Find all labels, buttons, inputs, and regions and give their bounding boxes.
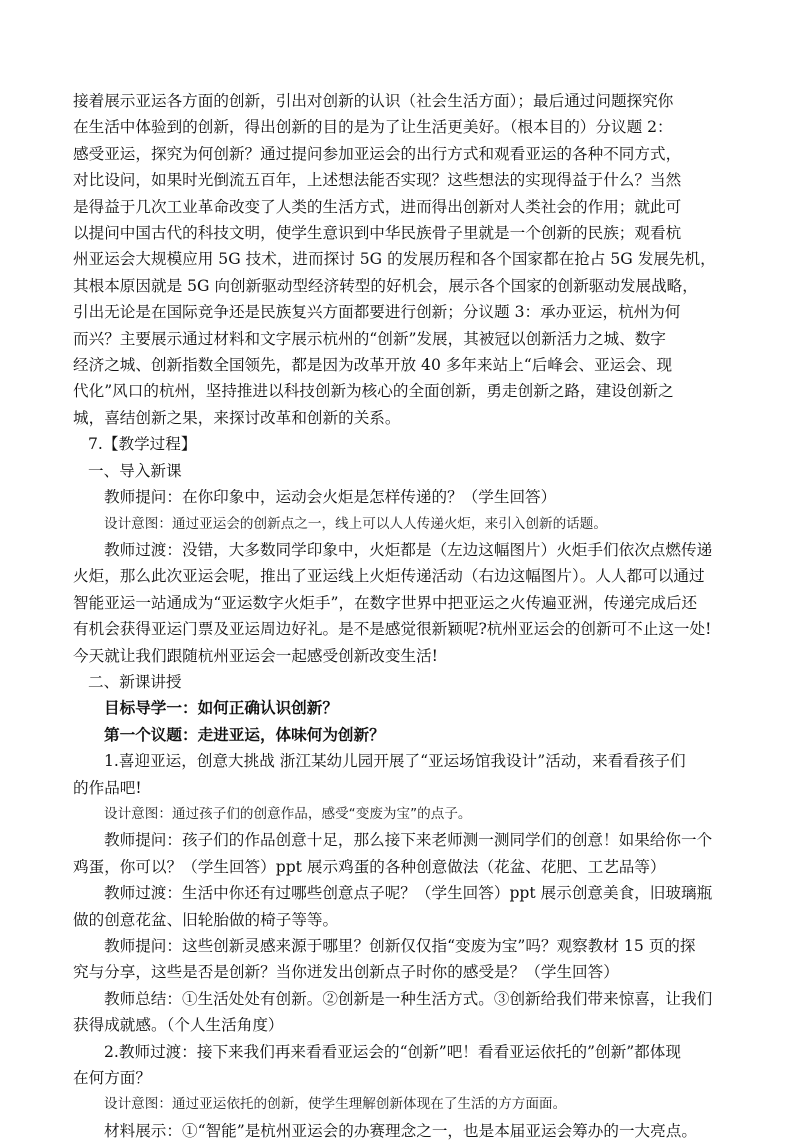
text-line: 做的创意花盆、旧轮胎做的椅子等等。 bbox=[73, 910, 339, 929]
text-line: 对比设问，如果时光倒流五百年，上述想法能否实现？这些想法的实现得益于什么？当然 bbox=[73, 171, 682, 190]
design-intent: 设计意图：通过亚运会的创新点之一，线上可以人人传递火炬，来引入创新的话题。 bbox=[104, 515, 607, 532]
text-line: 究与分享，这些是否是创新？当你迸发出创新点子时你的感受是？（学生回答） bbox=[73, 963, 619, 982]
activity-item-2 bbox=[73, 1039, 723, 1092]
text-line: 鸡蛋，你可以？（学生回答）ppt 展示鸡蛋的各种创意做法（花盆、花肥、工艺品等） bbox=[73, 857, 666, 876]
text-line: 1.喜迎亚运，创意大挑战 浙江某幼儿园开展了“亚运场馆我设计”活动，来看看孩子们 bbox=[104, 752, 686, 771]
text-line: 教师过渡：生活中你还有过哪些创意点子呢？（学生回答）ppt 展示创意美食，旧玻璃瓶 bbox=[104, 884, 713, 903]
teacher-summary bbox=[73, 986, 723, 1039]
text-line: 教师总结：①生活处处有创新。②创新是一种生活方式。③创新给我们带来惊喜，让我们 bbox=[104, 989, 713, 1008]
teacher-question: 教师提问：在你印象中，运动会火炬是怎样传递的？（学生回答） bbox=[104, 488, 557, 507]
text-line: 是得益于几次工业革命改变了人类的生活方式，进而得出创新对人类社会的作用；就此可 bbox=[73, 197, 682, 216]
text-line: 今天就让我们跟随杭州亚运会一起感受创新改变生活! bbox=[73, 646, 438, 665]
text-line: 在何方面？ bbox=[73, 1069, 151, 1088]
learning-goal-heading: 目标导学一：如何正确认识创新？ bbox=[104, 698, 338, 718]
text-line: 州亚运会大规模应用 5G 技术，进而探讨 5G 的发展历程和各个国家都在抢占 5G 发展先机， bbox=[73, 250, 716, 269]
text-line: 感受亚运，探究为何创新？通过提问参加亚运会的出行方式和观看亚运的各种不同方式， bbox=[73, 144, 682, 163]
text-line: 经济之城、创新指数全国领先，都是因为改革开放 40 多年来站上“后峰会、亚运会、现 bbox=[73, 356, 673, 375]
text-line: 有机会获得亚运门票及亚运周边好礼。是不是感觉很新颖呢?杭州亚运会的创新可不止这一处! bbox=[73, 620, 712, 639]
teacher-transition bbox=[73, 537, 723, 669]
teacher-transition bbox=[73, 880, 723, 933]
text-line: 在生活中体验到的创新，得出创新的目的是为了让生活更美好。（根本目的）分议题 2： bbox=[73, 118, 673, 137]
text-line: 教师过渡：没错，大多数同学印象中，火炬都是（左边这幅图片）火炬手们依次点燃传递 bbox=[104, 540, 713, 559]
section-heading-teaching-process: 7.【教学过程】 bbox=[88, 435, 197, 454]
teacher-question bbox=[73, 933, 723, 986]
text-line: 教师提问：孩子们的作品创意十足，那么接下来老师测一测同学们的创意！如果给你一个 bbox=[104, 831, 713, 850]
text-line: 以提问中国古代的科技文明，使学生意识到中华民族骨子里就是一个创新的民族；观看杭 bbox=[73, 224, 682, 243]
text-line: 而兴？主要展示通过材料和文字展示杭州的“创新”发展，其被冠以创新活力之城、数字 bbox=[73, 329, 666, 348]
text-line: 代化”风口的杭州，坚持推进以科技创新为核心的全面创新，勇走创新之路，建设创新之 bbox=[73, 382, 674, 401]
material-display: 材料展示：①“智能”是杭州亚运会的办赛理念之一，也是本届亚运会筹办的一大亮点。 bbox=[104, 1121, 697, 1140]
intro-paragraph bbox=[73, 88, 723, 431]
text-line: 引出无论是在国际竞争还是民族复兴方面都要进行创新；分议题 3：承办亚运，杭州为何 bbox=[73, 303, 681, 322]
teacher-question bbox=[73, 827, 723, 880]
text-line: 其根本原因就是 5G 向创新驱动型经济转型的好机会，展示各个国家的创新驱动发展战略， bbox=[73, 276, 698, 295]
text-line: 的作品吧! bbox=[73, 778, 142, 797]
text-line: 火炬，那么此次亚运会呢，推出了亚运线上火炬传递活动（右边这幅图片）。人人都可以通过 bbox=[73, 567, 705, 586]
text-line: 2.教师过渡：接下来我们再来看看亚运会的“创新”吧！看看亚运依托的”创新”都体现 bbox=[104, 1042, 681, 1061]
text-line: 智能亚运一站通成为“亚运数字火炬手”，在数字世界中把亚运之火传遍亚洲，传递完成后还 bbox=[73, 593, 698, 612]
text-line: 城，喜结创新之果，来探讨改革和创新的关系。 bbox=[73, 408, 401, 427]
text-line: 接着展示亚运各方面的创新，引出对创新的认识（社会生活方面）；最后通过问题探究你 bbox=[73, 92, 674, 110]
design-intent: 设计意图：通过孩子们的创意作品，感受“变废为宝”的点子。 bbox=[104, 805, 472, 822]
text-line: 获得成就感。（个人生活角度） bbox=[73, 1016, 284, 1035]
topic-heading: 第一个议题：走进亚运，体味何为创新？ bbox=[104, 724, 385, 744]
part-heading-new-lesson: 二、新课讲授 bbox=[88, 672, 182, 691]
design-intent: 设计意图：通过亚运依托的创新，使学生理解创新体现在了生活的方方面面。 bbox=[104, 1096, 567, 1113]
document-body bbox=[73, 88, 723, 1144]
activity-item-1 bbox=[73, 748, 723, 801]
text-line: 教师提问：这些创新灵感来源于哪里？创新仅仅指“变废为宝”吗？观察教材 15 页的探 bbox=[104, 937, 696, 955]
part-heading-intro: 一、导入新课 bbox=[88, 461, 182, 480]
